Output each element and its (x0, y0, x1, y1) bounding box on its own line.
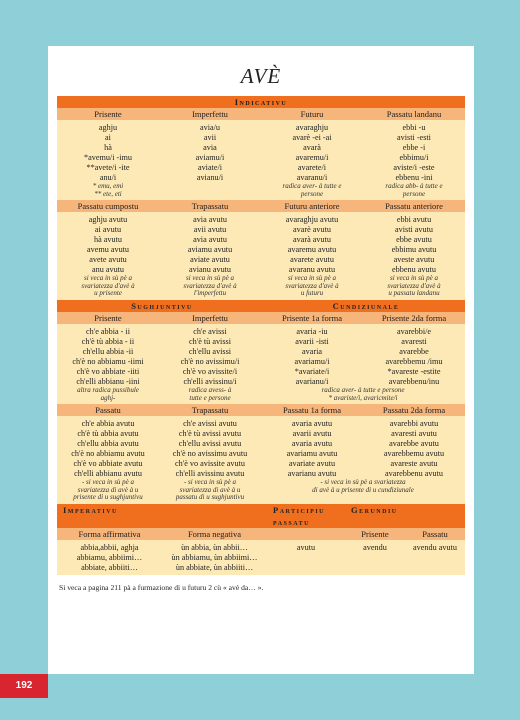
cell: avarebbe (399, 346, 429, 356)
col-cund-passatu-2 (363, 419, 465, 479)
cell: avarii avutu (292, 429, 332, 439)
note: altra radica pussibule aghj- (77, 385, 139, 402)
cell: ch'e abbia - ii (86, 326, 130, 336)
section-cundiziunale: Cundiziunale (332, 300, 400, 311)
cell: ch'è no avissimu/i (180, 356, 240, 366)
cell: ebbi -u (402, 123, 426, 132)
imperativu-block (57, 540, 465, 575)
cell: avaremu/i (295, 153, 329, 162)
header-gerundiu-prisente: Prisente (361, 528, 389, 539)
cell: avii avutu (193, 225, 227, 235)
col-sughj-imperfettu (159, 327, 261, 387)
cell: avia avutu (193, 215, 227, 225)
section-gerundiu: Gerundiu (351, 504, 398, 515)
header-imperfettu: Imperfettu (192, 312, 228, 323)
cell: avisti -esti (397, 133, 431, 142)
header-imperfettu: Imperfettu (192, 109, 228, 119)
cell: avareste avutu (390, 459, 438, 469)
note: si veca in sù pè a svariatezza d'avè à l'imperfettu (183, 274, 237, 298)
cell: avarà avutu (293, 235, 331, 245)
cell: ch'è no abbiamu avutu (71, 449, 145, 459)
note: radica aver- à tutte e persone (282, 182, 342, 198)
cell: avaresti avutu (391, 429, 437, 439)
page-title: AVÈ (240, 64, 282, 88)
cell: avarebbe avutu (389, 439, 439, 449)
cell: avarianu avutu (287, 469, 337, 479)
sughjuntivu-block-1 (57, 324, 465, 404)
cell: avutu (296, 542, 316, 552)
cell: avendu avutu (413, 542, 457, 552)
cell: avariamu avutu (286, 449, 338, 459)
note: - si veca in sù pè a svariatezza di avè à u passatu di u sughjuntivu (175, 478, 245, 502)
cell: ch'è vo avissite/i (182, 366, 238, 376)
cell: avarebbenu avutu (385, 469, 443, 479)
col-cund-passatu-1 (261, 419, 363, 479)
cell: ebbe avutu (396, 235, 432, 245)
cell: avianu/i (196, 173, 224, 182)
cell: avariamu/i (294, 356, 330, 366)
cell: avarebbemu avutu (383, 449, 445, 459)
footnote: Si veca a pagina 211 pà a furmazione di u futuru 2 cù « avè da… ». (59, 582, 264, 592)
cell: ch'ellu avissi avutu (178, 439, 242, 449)
cell: avianu avutu (188, 265, 232, 275)
col-imperfettu (159, 123, 261, 198)
col-forma-negativa (162, 543, 267, 573)
note: radica abb- à tutte e persone (385, 182, 443, 198)
col-forma-affirmativa (57, 543, 162, 573)
cell: abbia,abbii, aghja (80, 542, 139, 552)
cell: avarebbenu/inu (388, 376, 440, 386)
cell: avaria avutu (291, 439, 333, 449)
section-sughjuntivu-cundiziunale (57, 300, 465, 312)
cell: ebbimu/i (399, 153, 429, 162)
col-passatu-landanu (363, 123, 465, 198)
col-cund-prisente-1 (261, 327, 363, 387)
cell: ai (105, 133, 111, 142)
cell: hà (104, 143, 112, 152)
cell: ch'è tù abbia - ii (81, 336, 135, 346)
cell: avarè avutu (293, 225, 331, 235)
header-passatu-cumpostu: Passatu cumpostu (77, 201, 139, 212)
sughjuntivu-header-row-2 (57, 404, 465, 416)
cell: ch'e abbia avutu (81, 419, 135, 429)
cell: **avete/i -ite (86, 163, 130, 172)
cell: ch'elli abbianu -iini (76, 376, 140, 386)
cell: aviate/i (197, 163, 223, 172)
col-sughj-prisente (57, 327, 159, 387)
cell: avaria (302, 346, 322, 356)
col-participiu (267, 543, 345, 573)
cell: *avemu/i -imu (84, 153, 132, 162)
cell: avendu (363, 542, 387, 552)
cell: aviate avutu (190, 255, 230, 265)
cell: ch'ellu abbia avutu (77, 439, 139, 449)
cell: abbiamu, abbiimi… (76, 552, 143, 562)
cell: ch'e avissi avutu (183, 419, 237, 429)
cell: aghju avutu (88, 215, 128, 225)
sughjuntivu-block-2 (57, 416, 465, 504)
conjugation-table (57, 96, 465, 592)
cell: avaraghju (295, 123, 329, 132)
header-participiu (267, 528, 345, 540)
cell: ebbimu avutu (391, 245, 437, 255)
note: - si veca in sù pè a svariatezza di avè à u prisente di u sughjuntivu (73, 478, 143, 502)
col-trapassatu (159, 215, 261, 298)
col-gerundiu-prisente (345, 543, 405, 573)
cell: avarebbemu /imu (385, 356, 443, 366)
col-gerundiu-passatu (405, 543, 465, 573)
cell: avemu avutu (86, 245, 130, 255)
cell: ch'e avissi (193, 326, 227, 336)
header-prisente-1a-forma: Prisente 1a forma (282, 312, 342, 323)
note: si veca in sù pè a svariatezza d'avè à u futuru (285, 274, 339, 298)
cell: ch'è vo abbiate avutu (73, 459, 143, 469)
cell: *avareste -estite (387, 366, 441, 376)
cell: avaranu avutu (288, 265, 336, 275)
header-futuru: Futuru (300, 109, 324, 119)
cell: aghju (98, 123, 118, 132)
cell: avaria -iu (296, 326, 328, 336)
header-prisente-2da-forma: Prisente 2da forma (381, 312, 447, 323)
section-sughjuntivu: Sughjuntivu (131, 300, 193, 311)
header-passatu-anteriore: Passatu anteriore (385, 201, 443, 212)
cell: avia avutu (193, 235, 227, 245)
cell: avaranu/i (296, 173, 328, 182)
page (48, 46, 474, 674)
cell: aveste avutu (393, 255, 435, 265)
cell: avaraghju avutu (285, 215, 339, 225)
cell: aviamu/i (195, 153, 225, 162)
cell: avariate avutu (288, 459, 336, 469)
section-indicativu: Indicativu (57, 96, 465, 108)
cell: ch'è tù avissi avutu (178, 429, 242, 439)
header-prisente: Prisente (94, 312, 122, 323)
col-prisente (57, 123, 159, 198)
section-imperativu-row (57, 504, 465, 528)
cell: avaresti (401, 336, 427, 346)
indicativu-header-row-2 (57, 200, 465, 212)
note: radica aver- à tutte e persone * avariste/i, avariстite/i (321, 385, 405, 402)
col-passatu-cumpostu (57, 215, 159, 298)
note: si veca in sù pè a svariatezza d'avè à u prisente (81, 274, 135, 298)
header-passatu-1a-forma: Passatu 1a forma (282, 405, 342, 416)
header-forma-affirmativa: Forma affirmativa (78, 528, 141, 539)
cell: anu avutu (91, 265, 125, 275)
header-passatu: Passatu (95, 405, 121, 416)
cell: anu/i (99, 173, 117, 182)
cell: ch'elli avissinu/i (183, 376, 237, 386)
header-futuru-anteriore: Futuru anteriore (284, 201, 340, 212)
header-gerundiu-passatu: Passatu (422, 528, 448, 539)
cell: ch'elli abbianu avutu (74, 469, 142, 479)
cell: *avariate/i (294, 366, 330, 376)
cell: ebbe -i (402, 143, 426, 152)
cell: avia (203, 143, 217, 152)
cell: aviste/i -este (393, 163, 435, 172)
cell: hà avutu (94, 235, 122, 245)
cell: avii (203, 133, 217, 142)
cell: avarete avutu (290, 255, 334, 265)
col-sughj-passatu (57, 419, 159, 479)
cell: ch'ellu abbia -ii (82, 346, 134, 356)
col-futuru-anteriore (261, 215, 363, 298)
cell: aviamu avutu (187, 245, 233, 255)
cell: ebbenu avutu (392, 265, 436, 275)
indicativu-block-1 (57, 120, 465, 200)
cell: avarè -ei -ai (292, 133, 332, 142)
cell: avarebbi/e (396, 326, 432, 336)
cell: abbiate, abbiiti… (81, 562, 138, 572)
cell: ùn abbiate, ùn abbiiti… (175, 562, 254, 572)
cell: ch'è tù abbia avutu (77, 429, 139, 439)
cell: ebbenu -ini (395, 173, 433, 182)
col-futuru (261, 123, 363, 198)
cell: ùn abbiamu, ùn abbiimi… (171, 552, 258, 562)
cell: ùn abbia, ùn abbii… (181, 542, 248, 552)
cell: ch'è vo abbiate -iiti (76, 366, 140, 376)
col-cund-prisente-2 (363, 327, 465, 387)
note: * emu, emi ** ete, eti (92, 182, 124, 198)
note: radica avess- à tutte e persone (188, 385, 232, 402)
cell: avia/u (199, 123, 220, 132)
col-sughj-trapassatu (159, 419, 261, 479)
cell: avaremu avutu (287, 245, 337, 255)
header-prisente: Prisente (94, 109, 122, 119)
cell: ch'elli avissinu avutu (175, 469, 245, 479)
cell: ch'ellu avissi (188, 346, 232, 356)
cell: avisti avutu (395, 225, 433, 235)
imperativu-header-row (57, 528, 465, 540)
note: si veca in sù pè a svariatezza d'avè à u passatu landanu (387, 274, 441, 298)
section-participiu: Participiu passatu (273, 504, 325, 527)
header-trapassatu: Trapassatu (191, 201, 229, 212)
cell: ch'è tù avissi (189, 336, 231, 346)
cell: ch'è no avissimu avutu (172, 449, 248, 459)
section-imperativu: Imperativu (63, 504, 118, 515)
col-passatu-anteriore (363, 215, 465, 298)
header-trapassatu: Trapassatu (191, 405, 229, 416)
cell: avarianu/i (295, 376, 329, 386)
cell: ai avutu (94, 225, 122, 235)
cell: avarii -isti (295, 336, 329, 346)
indicativu-header-row-1 (57, 108, 465, 120)
note: - si veca in sù pè a svariatezza di avè à u prisente di u cundiziunale (312, 478, 414, 494)
cell: ebbi avutu (396, 215, 432, 225)
header-passatu-landanu: Passatu landanu (386, 109, 442, 119)
header-passatu-2da-forma: Passatu 2da forma (382, 405, 446, 416)
sughjuntivu-header-row-1 (57, 312, 465, 324)
page-number: 192 (0, 674, 48, 698)
cell: avarà (303, 143, 321, 152)
cell: ch'è vo avissite avutu (175, 459, 245, 469)
header-forma-negativa: Forma negativa (187, 528, 242, 539)
indicativu-block-2 (57, 212, 465, 300)
cell: avarete/i (297, 163, 327, 172)
cell: ch'è no abbiamu -iimi (72, 356, 144, 366)
cell: avete avutu (89, 255, 127, 265)
cell: avaria avutu (291, 419, 333, 429)
cell: avarebbi avutu (389, 419, 439, 429)
